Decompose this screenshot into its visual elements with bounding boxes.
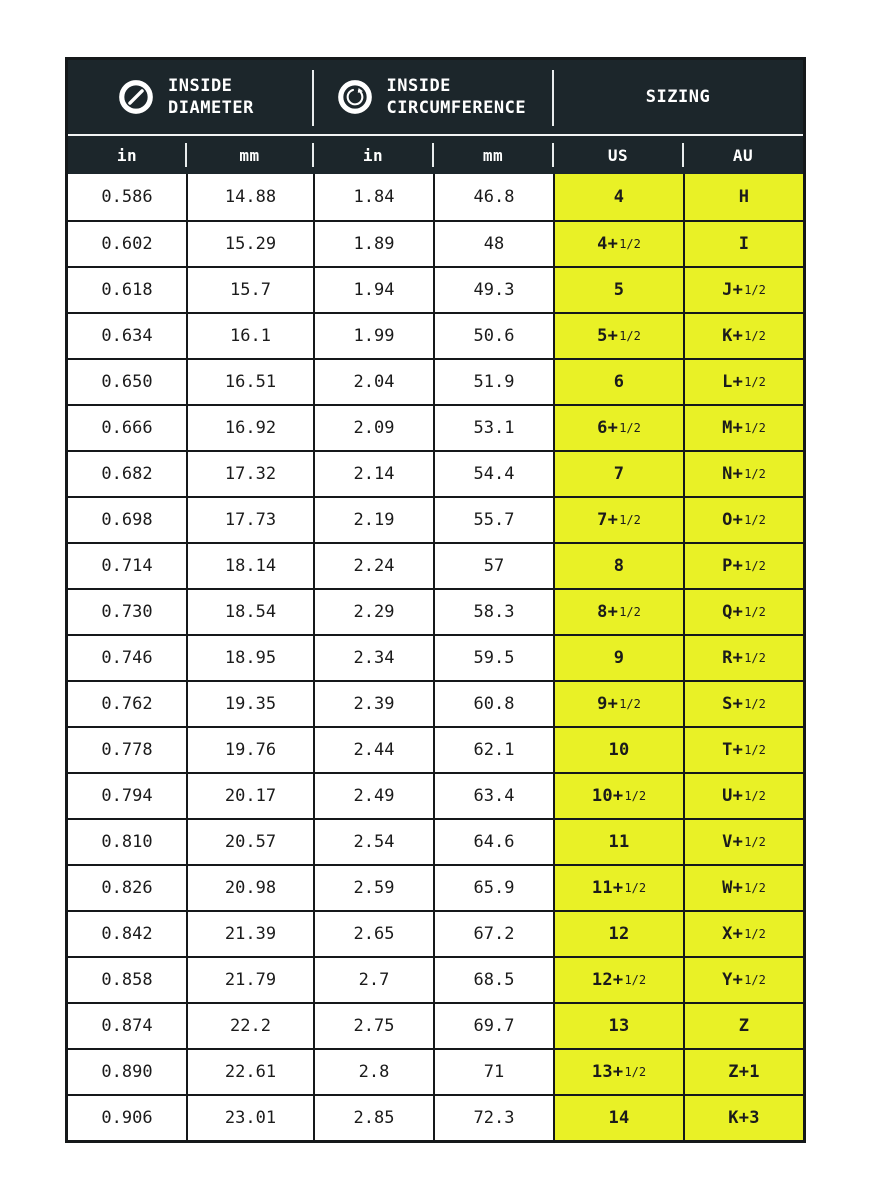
cell-inside-circumference-mm: 55.7 xyxy=(433,496,553,542)
cell-inside-circumference-in: 2.19 xyxy=(313,496,433,542)
cell-inside-circumference-in: 2.04 xyxy=(313,358,433,404)
cell-us-size: 8 xyxy=(553,542,683,588)
cell-au-size: K+3 xyxy=(683,1094,803,1140)
cell-au-size: V+ 1/2 xyxy=(683,818,803,864)
cell-inside-circumference-mm: 59.5 xyxy=(433,634,553,680)
cell-inside-diameter-mm: 19.76 xyxy=(186,726,313,772)
cell-us-size: 10 xyxy=(553,726,683,772)
table-row xyxy=(68,312,803,358)
table-row xyxy=(68,726,803,772)
unit-header-row xyxy=(68,136,803,174)
table-row xyxy=(68,450,803,496)
cell-inside-circumference-in: 2.44 xyxy=(313,726,433,772)
unit-divider xyxy=(552,143,554,167)
header-group-row xyxy=(68,60,803,134)
cell-inside-diameter-mm: 15.29 xyxy=(186,220,313,266)
header-group-label: INSIDE CIRCUMFERENCE xyxy=(386,75,527,118)
table-body xyxy=(68,174,803,1140)
cell-inside-diameter-mm: 18.54 xyxy=(186,588,313,634)
cell-inside-diameter-mm: 22.2 xyxy=(186,1002,313,1048)
table-row xyxy=(68,956,803,1002)
cell-au-size: K+ 1/2 xyxy=(683,312,803,358)
cell-inside-circumference-mm: 46.8 xyxy=(433,174,553,220)
unit-au: AU xyxy=(732,145,754,165)
cell-inside-diameter-mm: 15.7 xyxy=(186,266,313,312)
cell-au-size: Y+ 1/2 xyxy=(683,956,803,1002)
cell-inside-circumference-in: 2.54 xyxy=(313,818,433,864)
table-row xyxy=(68,358,803,404)
cell-inside-circumference-in: 1.94 xyxy=(313,266,433,312)
cell-inside-diameter-mm: 17.73 xyxy=(186,496,313,542)
cell-au-size: R+ 1/2 xyxy=(683,634,803,680)
unit-mm-circumference: mm xyxy=(482,145,504,165)
cell-inside-circumference-in: 2.85 xyxy=(313,1094,433,1140)
unit-divider xyxy=(432,143,434,167)
header-group-divider xyxy=(552,70,554,126)
table-row xyxy=(68,910,803,956)
header-group-inside-diameter xyxy=(68,60,313,134)
cell-us-size: 9+ 1/2 xyxy=(553,680,683,726)
cell-au-size: N+ 1/2 xyxy=(683,450,803,496)
table-row xyxy=(68,634,803,680)
cell-inside-diameter-in: 0.762 xyxy=(68,680,186,726)
cell-us-size: 11 xyxy=(553,818,683,864)
cell-inside-diameter-in: 0.618 xyxy=(68,266,186,312)
cell-au-size: J+ 1/2 xyxy=(683,266,803,312)
cell-inside-diameter-in: 0.842 xyxy=(68,910,186,956)
unit-divider xyxy=(312,143,314,167)
cell-inside-circumference-mm: 58.3 xyxy=(433,588,553,634)
cell-inside-diameter-in: 0.602 xyxy=(68,220,186,266)
cell-inside-circumference-mm: 71 xyxy=(433,1048,553,1094)
cell-au-size: Z+1 xyxy=(683,1048,803,1094)
cell-inside-circumference-in: 2.34 xyxy=(313,634,433,680)
unit-mm-diameter: mm xyxy=(239,145,260,165)
cell-au-size: H xyxy=(683,174,803,220)
cell-us-size: 8+ 1/2 xyxy=(553,588,683,634)
cell-inside-diameter-mm: 20.17 xyxy=(186,772,313,818)
cell-inside-diameter-in: 0.666 xyxy=(68,404,186,450)
cell-inside-circumference-mm: 69.7 xyxy=(433,1002,553,1048)
cell-us-size: 13+ 1/2 xyxy=(553,1048,683,1094)
cell-au-size: W+ 1/2 xyxy=(683,864,803,910)
cell-us-size: 13 xyxy=(553,1002,683,1048)
cell-inside-circumference-in: 2.09 xyxy=(313,404,433,450)
cell-inside-diameter-mm: 20.98 xyxy=(186,864,313,910)
header-group-label: INSIDE DIAMETER xyxy=(168,75,254,118)
cell-us-size: 12+ 1/2 xyxy=(553,956,683,1002)
cell-au-size: I xyxy=(683,220,803,266)
cell-inside-circumference-mm: 51.9 xyxy=(433,358,553,404)
cell-inside-diameter-mm: 20.57 xyxy=(186,818,313,864)
cell-inside-diameter-in: 0.746 xyxy=(68,634,186,680)
cell-inside-diameter-in: 0.794 xyxy=(68,772,186,818)
cell-inside-circumference-in: 2.14 xyxy=(313,450,433,496)
table-row xyxy=(68,496,803,542)
circumference-icon xyxy=(336,78,374,116)
cell-inside-diameter-in: 0.714 xyxy=(68,542,186,588)
cell-inside-circumference-in: 2.24 xyxy=(313,542,433,588)
header-group-label: SIZING xyxy=(645,86,711,107)
cell-au-size: P+ 1/2 xyxy=(683,542,803,588)
table-row xyxy=(68,404,803,450)
cell-inside-circumference-mm: 62.1 xyxy=(433,726,553,772)
cell-inside-circumference-in: 2.7 xyxy=(313,956,433,1002)
cell-inside-circumference-mm: 64.6 xyxy=(433,818,553,864)
cell-inside-diameter-mm: 19.35 xyxy=(186,680,313,726)
cell-inside-diameter-in: 0.810 xyxy=(68,818,186,864)
cell-inside-diameter-mm: 17.32 xyxy=(186,450,313,496)
cell-inside-circumference-mm: 48 xyxy=(433,220,553,266)
cell-us-size: 4+ 1/2 xyxy=(553,220,683,266)
cell-inside-circumference-in: 2.8 xyxy=(313,1048,433,1094)
cell-inside-diameter-in: 0.890 xyxy=(68,1048,186,1094)
cell-inside-circumference-in: 2.49 xyxy=(313,772,433,818)
cell-us-size: 7+ 1/2 xyxy=(553,496,683,542)
cell-us-size: 4 xyxy=(553,174,683,220)
cell-inside-circumference-in: 1.84 xyxy=(313,174,433,220)
cell-inside-circumference-in: 2.39 xyxy=(313,680,433,726)
cell-inside-circumference-mm: 60.8 xyxy=(433,680,553,726)
cell-inside-circumference-mm: 67.2 xyxy=(433,910,553,956)
cell-inside-diameter-in: 0.650 xyxy=(68,358,186,404)
cell-inside-diameter-in: 0.906 xyxy=(68,1094,186,1140)
cell-au-size: Q+ 1/2 xyxy=(683,588,803,634)
cell-inside-circumference-in: 1.89 xyxy=(313,220,433,266)
diameter-icon xyxy=(117,78,155,116)
cell-au-size: M+ 1/2 xyxy=(683,404,803,450)
cell-us-size: 9 xyxy=(553,634,683,680)
unit-in-circumference: in xyxy=(362,145,384,165)
cell-inside-diameter-in: 0.730 xyxy=(68,588,186,634)
table-header xyxy=(68,60,803,174)
cell-inside-circumference-mm: 65.9 xyxy=(433,864,553,910)
cell-inside-circumference-mm: 49.3 xyxy=(433,266,553,312)
cell-inside-circumference-in: 2.59 xyxy=(313,864,433,910)
table-row xyxy=(68,1002,803,1048)
cell-inside-diameter-in: 0.874 xyxy=(68,1002,186,1048)
cell-us-size: 5+ 1/2 xyxy=(553,312,683,358)
table-row xyxy=(68,864,803,910)
header-group-sizing xyxy=(553,60,803,134)
cell-inside-diameter-in: 0.698 xyxy=(68,496,186,542)
cell-us-size: 7 xyxy=(553,450,683,496)
unit-divider xyxy=(185,143,187,167)
cell-inside-circumference-mm: 72.3 xyxy=(433,1094,553,1140)
cell-au-size: O+ 1/2 xyxy=(683,496,803,542)
cell-inside-circumference-mm: 53.1 xyxy=(433,404,553,450)
table-row xyxy=(68,1094,803,1140)
cell-inside-diameter-in: 0.858 xyxy=(68,956,186,1002)
cell-inside-diameter-mm: 16.92 xyxy=(186,404,313,450)
header-group-inside-circumference xyxy=(313,60,553,134)
cell-us-size: 5 xyxy=(553,266,683,312)
table-row xyxy=(68,220,803,266)
cell-inside-diameter-in: 0.586 xyxy=(101,187,153,207)
cell-au-size: S+ 1/2 xyxy=(683,680,803,726)
unit-in-diameter: in xyxy=(116,145,138,165)
cell-us-size: 11+ 1/2 xyxy=(553,864,683,910)
cell-inside-diameter-mm: 16.1 xyxy=(186,312,313,358)
cell-inside-diameter-in: 0.778 xyxy=(68,726,186,772)
cell-inside-diameter-mm: 14.88 xyxy=(186,174,313,220)
ring-size-table xyxy=(65,57,806,1143)
table-row xyxy=(68,266,803,312)
cell-inside-circumference-mm: 57 xyxy=(433,542,553,588)
cell-us-size: 6 xyxy=(553,358,683,404)
table-row xyxy=(68,1048,803,1094)
cell-inside-diameter-mm: 21.79 xyxy=(186,956,313,1002)
table-row xyxy=(68,680,803,726)
cell-inside-diameter-mm: 23.01 xyxy=(186,1094,313,1140)
cell-us-size: 10+ 1/2 xyxy=(553,772,683,818)
cell-au-size: T+ 1/2 xyxy=(683,726,803,772)
cell-inside-diameter-mm: 16.51 xyxy=(186,358,313,404)
cell-inside-diameter-mm: 18.14 xyxy=(186,542,313,588)
unit-divider xyxy=(682,143,684,167)
table-row xyxy=(68,818,803,864)
cell-inside-diameter-in: 0.826 xyxy=(68,864,186,910)
cell-inside-circumference-in: 2.29 xyxy=(313,588,433,634)
cell-au-size: Z xyxy=(683,1002,803,1048)
cell-inside-diameter-mm: 21.39 xyxy=(186,910,313,956)
cell-inside-circumference-in: 2.65 xyxy=(313,910,433,956)
table-row xyxy=(68,174,803,220)
cell-au-size: U+ 1/2 xyxy=(683,772,803,818)
cell-inside-circumference-in: 1.99 xyxy=(313,312,433,358)
cell-inside-diameter-in: 0.634 xyxy=(68,312,186,358)
cell-us-size: 12 xyxy=(553,910,683,956)
cell-inside-circumference-mm: 54.4 xyxy=(433,450,553,496)
cell-us-size: 14 xyxy=(553,1094,683,1140)
cell-inside-circumference-mm: 68.5 xyxy=(433,956,553,1002)
table-row xyxy=(68,542,803,588)
cell-inside-diameter-mm: 22.61 xyxy=(186,1048,313,1094)
cell-inside-circumference-mm: 50.6 xyxy=(433,312,553,358)
table-row xyxy=(68,772,803,818)
cell-us-size: 6+ 1/2 xyxy=(553,404,683,450)
table-row xyxy=(68,588,803,634)
cell-inside-diameter-in: 0.682 xyxy=(68,450,186,496)
unit-us: US xyxy=(607,145,629,165)
cell-inside-circumference-in: 2.75 xyxy=(313,1002,433,1048)
cell-inside-diameter-mm: 18.95 xyxy=(186,634,313,680)
header-group-divider xyxy=(312,70,314,126)
cell-au-size: X+ 1/2 xyxy=(683,910,803,956)
cell-au-size: L+ 1/2 xyxy=(683,358,803,404)
cell-inside-circumference-mm: 63.4 xyxy=(433,772,553,818)
